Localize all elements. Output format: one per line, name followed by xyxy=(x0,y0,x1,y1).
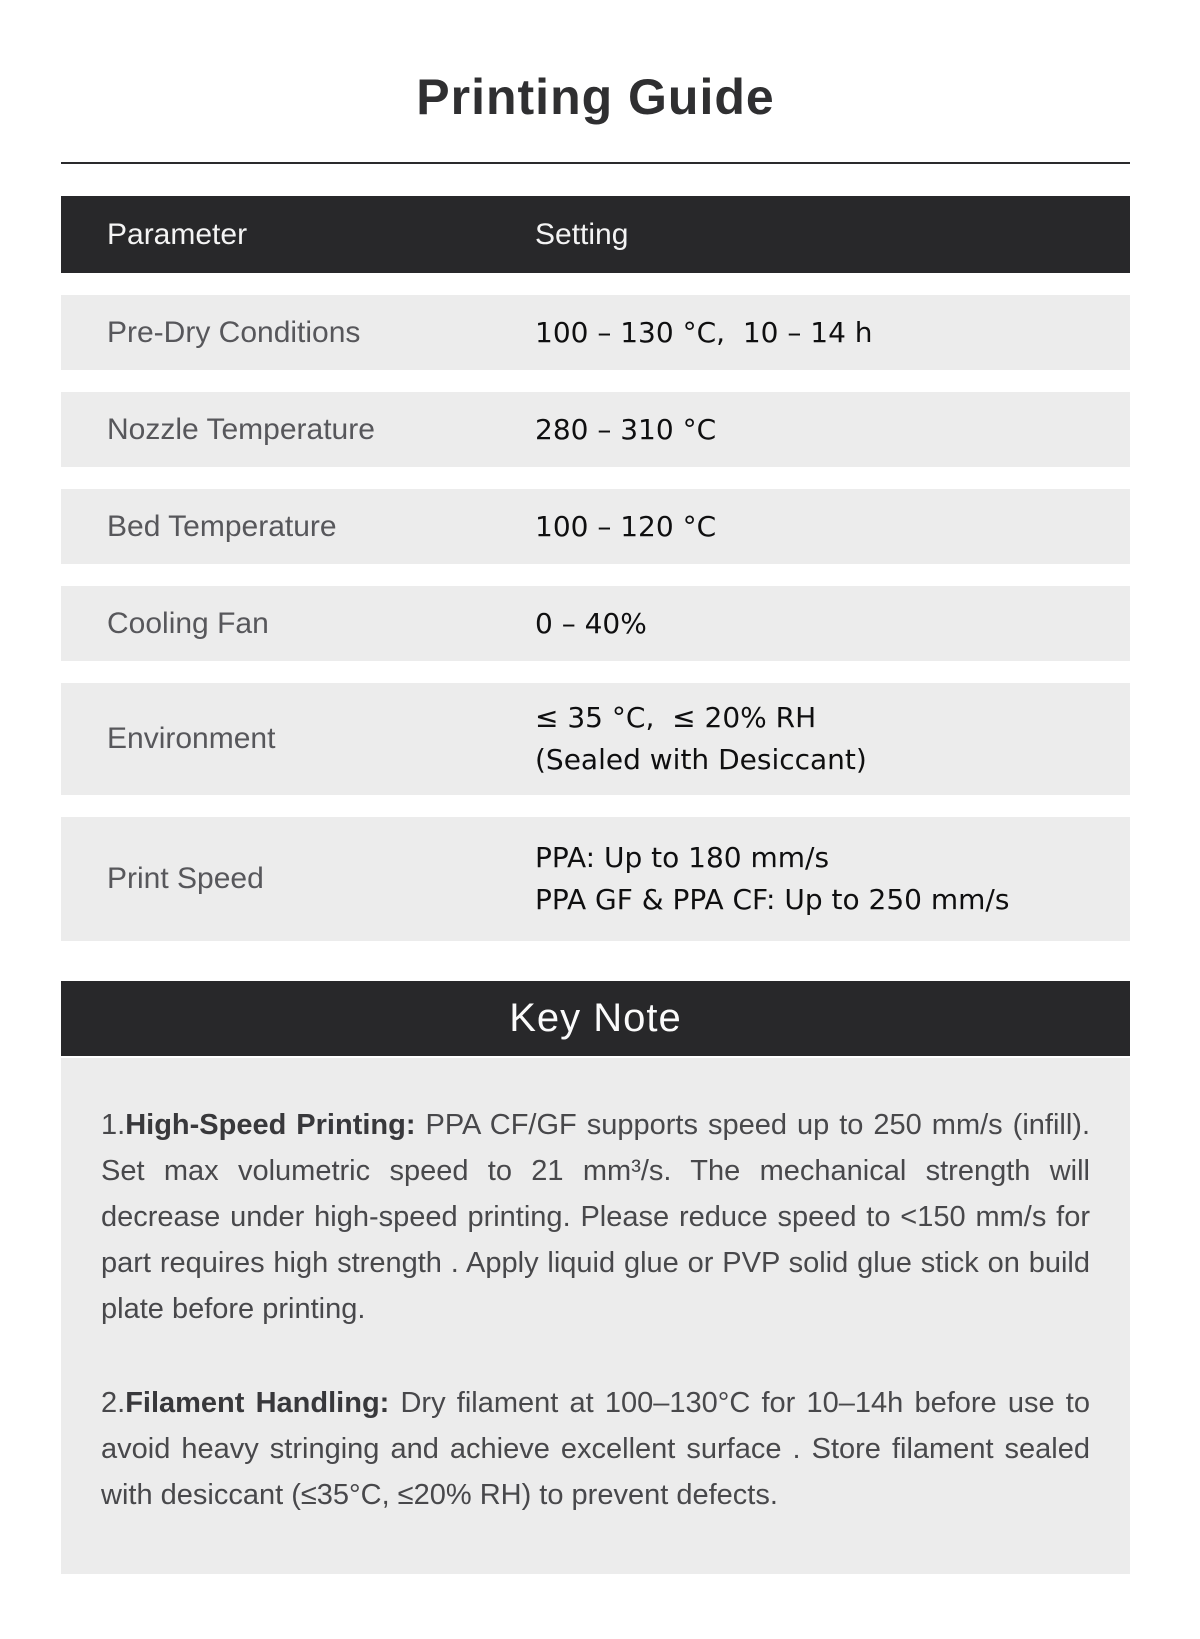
value-line: 100 – 120 °C xyxy=(535,509,717,543)
document-page xyxy=(61,0,1130,1574)
row-label: Pre-Dry Conditions xyxy=(107,315,361,349)
table-row-environment xyxy=(61,683,1130,795)
row-value xyxy=(535,409,1130,451)
note-item-filament-handling xyxy=(101,1380,1090,1518)
header-cell-parameter: Parameter xyxy=(107,217,248,251)
row-value xyxy=(535,837,1130,921)
table-header-row xyxy=(61,196,1130,273)
value-line: (Sealed with Desiccant) xyxy=(535,743,867,776)
note-body: PPA CF/GF supports speed up to 250 mm/s (infill). Set max volumetric speed to 21 mm³/s. The mechanical strength will decrease under high-speed printing. Please reduce speed to <150 mm/s for part requires high strength . Apply liquid glue or PVP solid glue stick on build plate before printing. xyxy=(101,1109,1090,1325)
keynote-banner xyxy=(61,981,1130,1056)
table-row-bed-temp xyxy=(61,489,1130,564)
header-cell-setting: Setting xyxy=(535,217,629,251)
value-line: PPA: Up to 180 mm/s xyxy=(535,841,830,874)
table-row-print-speed xyxy=(61,817,1130,941)
note-heading: High-Speed Printing: xyxy=(125,1109,416,1141)
keynote-box xyxy=(61,1058,1130,1574)
value-line: PPA GF & PPA CF: Up to 250 mm/s xyxy=(535,883,1010,916)
note-number: 1. xyxy=(101,1109,126,1141)
note-body: Dry filament at 100–130°C for 10–14h before use to avoid heavy stringing and achieve excellent surface . Store filament sealed with desiccant (≤35°C, ≤20% RH) to prevent defects. xyxy=(101,1387,1090,1511)
table-row-pre-dry xyxy=(61,295,1130,370)
row-label: Environment xyxy=(107,722,276,755)
row-value xyxy=(535,506,1130,548)
table-row-nozzle-temp xyxy=(61,392,1130,467)
note-item-high-speed-printing xyxy=(101,1102,1090,1332)
table-row-cooling-fan xyxy=(61,586,1130,661)
note-heading: Filament Handling: xyxy=(125,1387,390,1419)
title-divider xyxy=(61,162,1130,164)
row-value xyxy=(535,697,1130,781)
page-title: Printing Guide xyxy=(416,69,775,125)
keynote-title: Key Note xyxy=(509,996,682,1040)
value-line: ≤ 35 °C, ≤ 20% RH xyxy=(535,701,817,734)
row-label: Print Speed xyxy=(107,862,264,895)
row-value xyxy=(535,312,1130,354)
value-line: 280 – 310 °C xyxy=(535,412,717,446)
row-label: Bed Temperature xyxy=(107,509,337,543)
row-value xyxy=(535,603,1130,645)
row-label: Cooling Fan xyxy=(107,606,269,640)
value-line: 100 – 130 °C, 10 – 14 h xyxy=(535,315,873,349)
row-label: Nozzle Temperature xyxy=(107,412,375,446)
value-line: 0 – 40% xyxy=(535,606,647,640)
note-number: 2. xyxy=(101,1387,126,1419)
